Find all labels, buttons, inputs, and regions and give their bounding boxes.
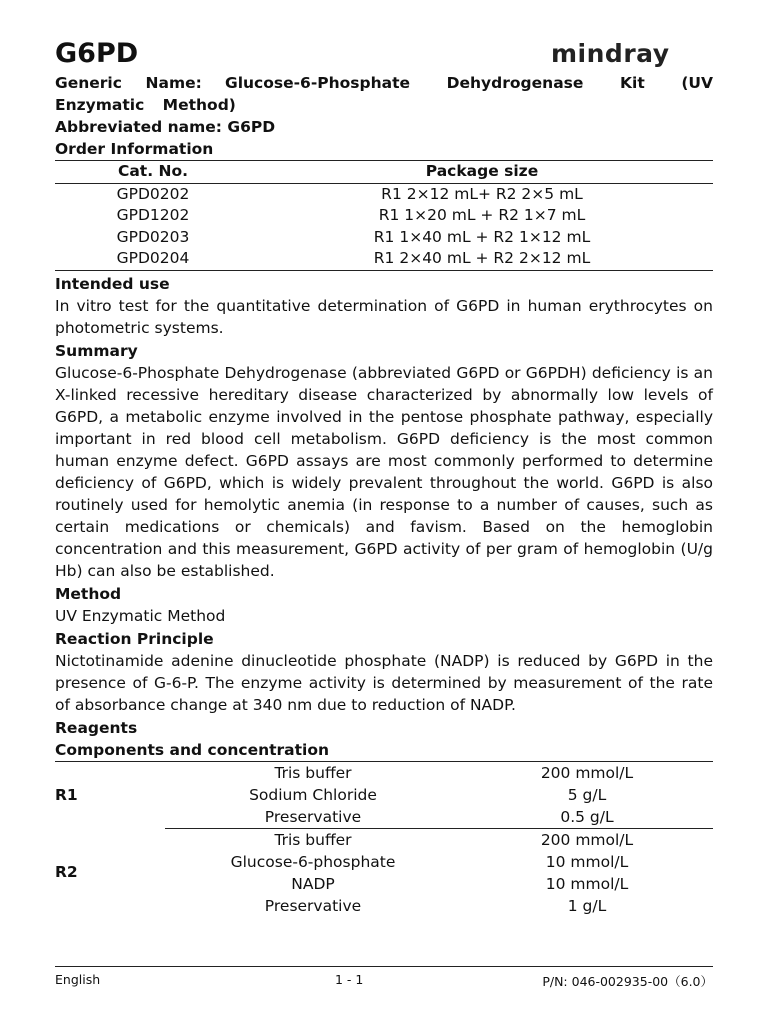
components-table	[55, 761, 713, 917]
summary-heading: Summary	[55, 341, 138, 360]
svg-text:mindray: mindray	[551, 40, 670, 68]
reaction-principle-text: Nictotinamide adenine dinucleotide phosphate (NADP) is reduced by G6PD in the presence of G-6-P. The enzyme activity is determined by measurement of the rate of absorbance change at 340 nm due to reduction of NADP.	[55, 651, 713, 714]
component-name: Preservative	[165, 806, 461, 829]
table-row	[55, 227, 713, 249]
component-concentration: 10 mmol/L	[545, 852, 629, 871]
footer-part-number: P/N: 046-002935-00（6.0）	[542, 974, 713, 989]
reagent-label-r1: R1	[55, 785, 78, 804]
component-concentration: 200 mmol/L	[540, 830, 634, 849]
document-page	[55, 38, 713, 917]
component-name: Glucose-6-phosphate	[230, 852, 396, 871]
reagent-label-r2: R2	[55, 863, 78, 882]
intended-use-text: In vitro test for the quantitative determination of G6PD in human erythrocytes on photometric systems.	[55, 296, 713, 337]
cat-no-cell: GPD0203	[116, 227, 190, 246]
order-table-header	[55, 161, 713, 184]
component-concentration: 200 mmol/L	[540, 763, 634, 782]
document-title: G6PD	[55, 38, 139, 69]
summary-text: Glucose-6-Phosphate Dehydrogenase (abbreviated G6PD or G6PDH) deficiency is an X-linked recessive hereditary disease characterized by abnormally low levels of G6PD, a metabolic enzyme involved in the pentose phosphate pathway, especially important in red blood cell metabolism. G6PD deficiency is the most common human enzyme defect. G6PD assays are most commonly performed to determine deficiency of G6PD, which is widely prevalent throughout the world. G6PD is also routinely used for hemolytic anemia (in response to a number of causes, such as certain medications or chemicals) and favism. Based on the hemoglobin concentration and this measurement, G6PD activity of per gram of hemoglobin (U/g Hb) can also be established.	[55, 363, 713, 580]
cat-no-cell: GPD1202	[116, 206, 190, 224]
components-heading: Components and concentration	[55, 740, 330, 759]
generic-name-label: Generic Name:	[55, 74, 202, 92]
page-footer	[55, 966, 713, 991]
package-size-cell: R1 2×12 mL+ R2 2×5 mL	[381, 184, 583, 203]
package-size-cell: R1 1×20 mL + R2 1×7 mL	[378, 206, 586, 224]
component-name: Tris buffer	[274, 830, 352, 849]
footer-language: English	[55, 972, 101, 987]
table-row	[55, 183, 713, 205]
reagents-heading: Reagents	[55, 718, 138, 737]
cat-no-cell: GPD0204	[55, 248, 251, 270]
component-concentration: 5 g/L	[567, 785, 607, 804]
mindray-logo-icon	[551, 40, 701, 70]
component-concentration: 1 g/L	[567, 896, 607, 915]
component-name: Preservative	[264, 896, 362, 915]
order-information-heading: Order Information	[55, 140, 214, 158]
component-name: Tris buffer	[274, 763, 352, 782]
intended-use-heading: Intended use	[55, 274, 170, 293]
generic-name-value: Glucose-6-Phosphate Dehydrogenase Kit (UV Enzymatic Method)	[55, 74, 713, 114]
table-row	[55, 761, 713, 784]
document-header	[55, 38, 713, 70]
reaction-principle-heading: Reaction Principle	[55, 629, 214, 648]
col-header-cat-no: Cat. No.	[55, 161, 251, 184]
cat-no-cell: GPD0202	[116, 184, 190, 203]
component-name: Sodium Chloride	[249, 785, 377, 804]
order-table	[55, 160, 713, 271]
component-concentration: 0.5 g/L	[461, 806, 713, 829]
component-name: NADP	[291, 874, 335, 893]
abbreviated-name: Abbreviated name: G6PD	[55, 118, 276, 136]
mindray-logo	[551, 40, 701, 76]
footer-page-number: 1 - 1	[335, 972, 364, 987]
method-heading: Method	[55, 584, 122, 603]
table-row	[55, 828, 713, 851]
col-header-package-size: Package size	[251, 161, 713, 184]
method-text: UV Enzymatic Method	[55, 606, 226, 625]
generic-name	[55, 72, 713, 116]
package-size-cell: R1 1×40 mL + R2 1×12 mL	[373, 227, 591, 246]
table-row	[55, 205, 713, 227]
table-row	[55, 248, 713, 270]
component-concentration: 10 mmol/L	[545, 874, 629, 893]
package-size-cell: R1 2×40 mL + R2 2×12 mL	[251, 248, 713, 270]
